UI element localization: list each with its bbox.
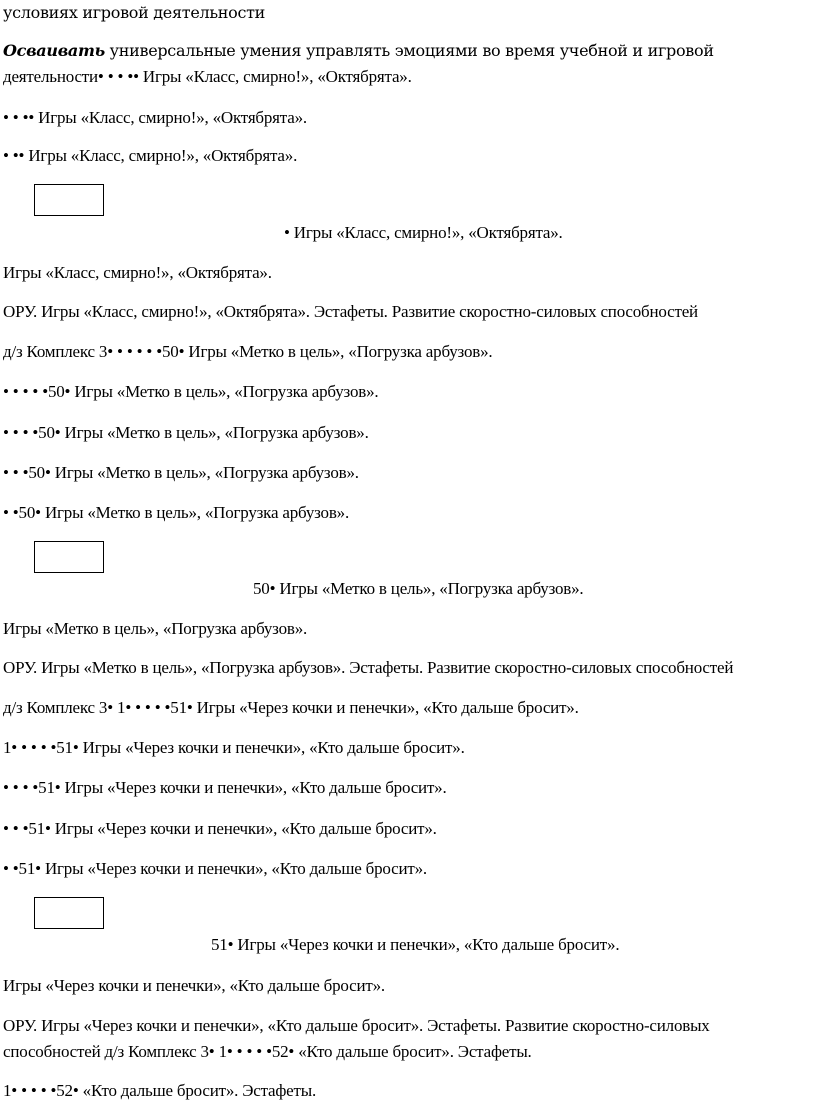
text-line: деятельности• • • •• Игры «Класс, смирно!», «Октябрята». bbox=[3, 67, 412, 86]
text-line: • • •51• Игры «Через кочки и пенечки», «Кто дальше бросит». bbox=[3, 819, 437, 838]
emphasis-word: Осваивать bbox=[3, 41, 105, 60]
text-line: ОРУ. Игры «Класс, смирно!», «Октябрята». Эстафеты. Развитие скоростно-силовых способностей bbox=[3, 302, 698, 321]
text-line: • •50• Игры «Метко в цель», «Погрузка арбузов». bbox=[3, 503, 350, 522]
text-line: Игры «Класс, смирно!», «Октябрята». bbox=[3, 263, 272, 282]
text-line: 1• • • • •51• Игры «Через кочки и пенечки», «Кто дальше бросит». bbox=[3, 738, 465, 757]
text-span: универсальные умения управлять эмоциями во время учебной и игровой bbox=[104, 41, 714, 60]
text-line: Игры «Через кочки и пенечки», «Кто дальше бросит». bbox=[3, 976, 385, 995]
text-line: • •• Игры «Класс, смирно!», «Октябрята». bbox=[3, 146, 298, 165]
text-line: ОРУ. Игры «Метко в цель», «Погрузка арбузов». Эстафеты. Развитие скоростно-силовых способностей bbox=[3, 658, 734, 677]
text-line: • • • • •50• Игры «Метко в цель», «Погрузка арбузов». bbox=[3, 382, 379, 401]
empty-box bbox=[34, 541, 104, 573]
text-line: 51• Игры «Через кочки и пенечки», «Кто дальше бросит». bbox=[211, 935, 620, 954]
text-line: ОРУ. Игры «Через кочки и пенечки», «Кто дальше бросит». Эстафеты. Развитие скоростно-силовых bbox=[3, 1016, 710, 1035]
text-line: Игры «Метко в цель», «Погрузка арбузов». bbox=[3, 619, 308, 638]
empty-box bbox=[34, 184, 104, 216]
text-line: • • •50• Игры «Метко в цель», «Погрузка арбузов». bbox=[3, 463, 359, 482]
text-line: • Игры «Класс, смирно!», «Октябрята». bbox=[284, 223, 563, 242]
text-line: 1• • • • •52• «Кто дальше бросит». Эстафеты. bbox=[3, 1081, 317, 1100]
text-line: способностей д/з Комплекс 3• 1• • • • •52• «Кто дальше бросит». Эстафеты. bbox=[3, 1042, 532, 1061]
text-line: • • • •50• Игры «Метко в цель», «Погрузка арбузов». bbox=[3, 423, 369, 442]
text-line: условиях игровой деятельности bbox=[3, 3, 266, 22]
text-line: • • •• Игры «Класс, смирно!», «Октябрята». bbox=[3, 108, 307, 127]
text-line: 50• Игры «Метко в цель», «Погрузка арбузов». bbox=[253, 579, 584, 598]
text-line: • • • •51• Игры «Через кочки и пенечки», «Кто дальше бросит». bbox=[3, 778, 447, 797]
text-line bbox=[3, 40, 714, 62]
empty-box bbox=[34, 897, 104, 929]
text-line: • •51• Игры «Через кочки и пенечки», «Кто дальше бросит». bbox=[3, 859, 427, 878]
text-line: д/з Комплекс 3• • • • • •50• Игры «Метко в цель», «Погрузка арбузов». bbox=[3, 342, 493, 361]
text-line: д/з Комплекс 3• 1• • • • •51• Игры «Через кочки и пенечки», «Кто дальше бросит». bbox=[3, 698, 579, 717]
